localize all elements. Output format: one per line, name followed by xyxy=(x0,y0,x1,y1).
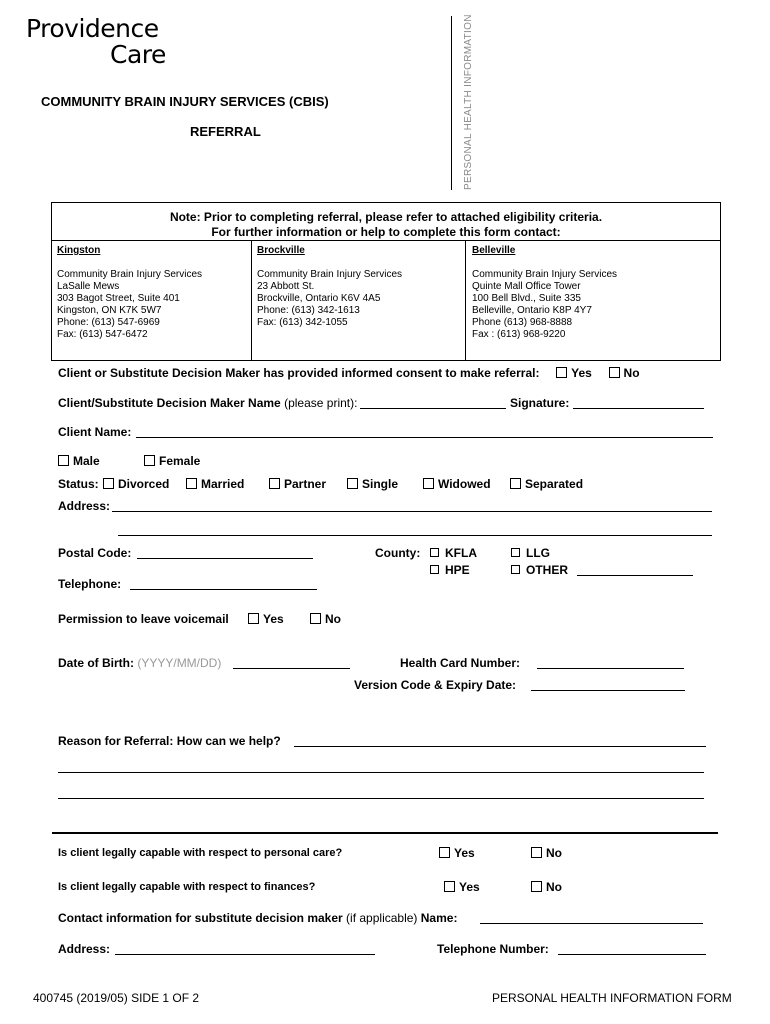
signature-field[interactable] xyxy=(573,408,704,409)
other-field[interactable] xyxy=(577,575,693,576)
legal-finances-no xyxy=(531,880,562,894)
office-line: Community Brain Injury Services xyxy=(472,269,618,280)
llg-label: LLG xyxy=(526,546,550,560)
male-checkbox[interactable] xyxy=(58,455,69,466)
note-line-1: Note: Prior to completing referral, please refer to attached eligibility criteria. xyxy=(169,210,603,224)
office-brockville xyxy=(257,245,402,329)
legal-personal-label: Is client legally capable with respect to personal care? xyxy=(58,847,343,859)
office-line: Phone (613) 968-8888 xyxy=(472,317,573,328)
separated-label: Separated xyxy=(525,477,584,491)
other-checkbox[interactable] xyxy=(511,565,520,574)
dob-hint: (YYYY/MM/DD) xyxy=(137,656,222,670)
single-label: Single xyxy=(362,477,399,491)
legal-personal-no xyxy=(531,846,562,860)
note-line-2: For further information or help to complete this form contact: xyxy=(211,225,561,239)
sdm-contact-hint: (if applicable) xyxy=(346,911,418,925)
office-line: Kingston, ON K7K 5W7 xyxy=(57,305,162,316)
sdm-phone-field[interactable] xyxy=(558,954,706,955)
widowed-checkbox[interactable] xyxy=(423,478,434,489)
status-separated xyxy=(510,477,583,491)
voicemail-no-label: No xyxy=(325,612,341,626)
gender-female xyxy=(144,454,200,468)
llg-checkbox[interactable] xyxy=(511,548,520,557)
county-llg xyxy=(511,546,550,560)
postal-label: Postal Code: xyxy=(58,546,132,560)
address-label: Address: xyxy=(58,499,111,513)
client-name-field[interactable] xyxy=(136,437,713,438)
dob-row xyxy=(58,656,221,670)
sdm-contact-name-field[interactable] xyxy=(480,923,703,924)
office-name: Kingston xyxy=(57,245,101,256)
legal-personal-yes-label: Yes xyxy=(454,846,475,860)
sdm-name-hint: (please print): xyxy=(284,396,358,410)
legal-finances-yes-checkbox[interactable] xyxy=(444,881,455,892)
office-line: Community Brain Injury Services xyxy=(57,269,203,280)
sdm-address-label: Address: xyxy=(58,942,111,956)
widowed-label: Widowed xyxy=(438,477,491,491)
consent-no-label: No xyxy=(623,366,640,380)
office-line: Community Brain Injury Services xyxy=(257,269,403,280)
footer-form-id: 400745 (2019/05) SIDE 1 OF 2 xyxy=(33,991,200,1005)
divorced-checkbox[interactable] xyxy=(103,478,114,489)
dob-field[interactable] xyxy=(233,668,350,669)
office-line: Brockville, Ontario K6V 4A5 xyxy=(257,293,381,304)
status-married xyxy=(186,477,244,491)
postal-field[interactable] xyxy=(137,558,313,559)
client-name-label: Client Name: xyxy=(58,425,132,439)
office-line: Fax: (613) 547-6472 xyxy=(57,329,148,340)
footer-form-type: PERSONAL HEALTH INFORMATION FORM xyxy=(492,991,732,1005)
health-card-field[interactable] xyxy=(537,668,684,669)
office-kingston xyxy=(57,245,202,341)
box-divider xyxy=(52,240,720,241)
female-label: Female xyxy=(159,454,201,468)
telephone-label: Telephone: xyxy=(58,577,122,591)
status-partner xyxy=(269,477,326,491)
side-label: PERSONAL HEALTH INFORMATION xyxy=(463,14,474,190)
sdm-contact-name-label: Name: xyxy=(420,911,458,925)
consent-no-checkbox[interactable] xyxy=(609,367,620,378)
hpe-checkbox[interactable] xyxy=(430,565,439,574)
office-line: Phone: (613) 342-1613 xyxy=(257,305,360,316)
reason-field-3[interactable] xyxy=(58,798,704,799)
legal-finances-no-checkbox[interactable] xyxy=(531,881,542,892)
consent-label: Client or Substitute Decision Maker has provided informed consent to make referral: xyxy=(58,366,540,380)
consent-row xyxy=(58,366,640,380)
married-checkbox[interactable] xyxy=(186,478,197,489)
health-card-label: Health Card Number: xyxy=(400,656,521,670)
sdm-phone-label: Telephone Number: xyxy=(437,942,549,956)
sdm-contact-label: Contact information for substitute decision maker xyxy=(58,911,343,925)
county-other xyxy=(511,563,568,577)
married-label: Married xyxy=(201,477,245,491)
office-line: Quinte Mall Office Tower xyxy=(472,281,581,292)
separated-checkbox[interactable] xyxy=(510,478,521,489)
partner-checkbox[interactable] xyxy=(269,478,280,489)
logo-care: Care xyxy=(110,40,166,69)
legal-finances-no-label: No xyxy=(546,880,562,894)
office-line: 303 Bagot Street, Suite 401 xyxy=(57,293,180,304)
consent-yes-label: Yes xyxy=(571,366,592,380)
address-field-1[interactable] xyxy=(112,511,712,512)
legal-finances-yes xyxy=(444,880,480,894)
office-name: Brockville xyxy=(257,245,305,256)
voicemail-yes-checkbox[interactable] xyxy=(248,613,259,624)
kfla-checkbox[interactable] xyxy=(430,548,439,557)
legal-finances-yes-label: Yes xyxy=(459,880,480,894)
box-col-divider-1 xyxy=(251,240,252,360)
box-col-divider-2 xyxy=(465,240,466,360)
sdm-name-field[interactable] xyxy=(360,408,506,409)
voicemail-label: Permission to leave voicemail xyxy=(58,612,229,626)
section-rule xyxy=(52,832,718,834)
status-widowed xyxy=(423,477,491,491)
male-label: Male xyxy=(73,454,100,468)
side-divider xyxy=(451,16,452,190)
gender-male xyxy=(58,454,100,468)
signature-label: Signature: xyxy=(510,396,570,410)
dob-label: Date of Birth: xyxy=(58,656,134,670)
telephone-field[interactable] xyxy=(130,589,317,590)
office-line: LaSalle Mews xyxy=(57,281,120,292)
contact-box xyxy=(51,202,721,361)
status-divorced xyxy=(103,477,169,491)
reason-label: Reason for Referral: How can we help? xyxy=(58,734,281,748)
form-title: COMMUNITY BRAIN INJURY SERVICES (CBIS) xyxy=(41,94,329,109)
sdm-name-row xyxy=(58,396,357,410)
reason-field-2[interactable] xyxy=(58,772,704,773)
legal-personal-yes-checkbox[interactable] xyxy=(439,847,450,858)
office-line: 100 Bell Blvd., Suite 335 xyxy=(472,293,581,304)
logo-providence: Providence xyxy=(26,14,159,43)
sdm-contact-row xyxy=(58,911,457,925)
female-checkbox[interactable] xyxy=(144,455,155,466)
office-line: 23 Abbott St. xyxy=(257,281,315,292)
status-label: Status: xyxy=(58,477,99,491)
hpe-label: HPE xyxy=(445,563,470,577)
legal-finances-label: Is client legally capable with respect to finances? xyxy=(58,881,316,893)
form-subtitle: REFERRAL xyxy=(190,124,261,139)
divorced-label: Divorced xyxy=(118,477,170,491)
consent-yes-checkbox[interactable] xyxy=(556,367,567,378)
office-line: Fax: (613) 342-1055 xyxy=(257,317,348,328)
sdm-name-label: Client/Substitute Decision Maker Name xyxy=(58,396,281,410)
legal-personal-no-label: No xyxy=(546,846,562,860)
kfla-label: KFLA xyxy=(445,546,477,560)
sdm-address-field[interactable] xyxy=(115,954,375,955)
address-field-2[interactable] xyxy=(118,535,712,536)
office-line: Fax : (613) 968-9220 xyxy=(472,329,566,340)
legal-personal-yes xyxy=(439,846,475,860)
other-label: OTHER xyxy=(526,563,568,577)
office-line: Phone: (613) 547-6969 xyxy=(57,317,160,328)
voicemail-yes-label: Yes xyxy=(263,612,284,626)
partner-label: Partner xyxy=(284,477,327,491)
status-single xyxy=(347,477,398,491)
office-belleville xyxy=(472,245,617,341)
single-checkbox[interactable] xyxy=(347,478,358,489)
voicemail-yes xyxy=(248,612,284,626)
voicemail-no-checkbox[interactable] xyxy=(310,613,321,624)
voicemail-no xyxy=(310,612,341,626)
county-label: County: xyxy=(375,546,421,560)
reason-field-1[interactable] xyxy=(294,746,706,747)
county-kfla xyxy=(430,546,477,560)
office-name: Belleville xyxy=(472,245,516,256)
county-hpe xyxy=(430,563,470,577)
version-code-field[interactable] xyxy=(531,690,685,691)
version-code-label: Version Code & Expiry Date: xyxy=(354,678,517,692)
legal-personal-no-checkbox[interactable] xyxy=(531,847,542,858)
office-line: Belleville, Ontario K8P 4Y7 xyxy=(472,305,592,316)
